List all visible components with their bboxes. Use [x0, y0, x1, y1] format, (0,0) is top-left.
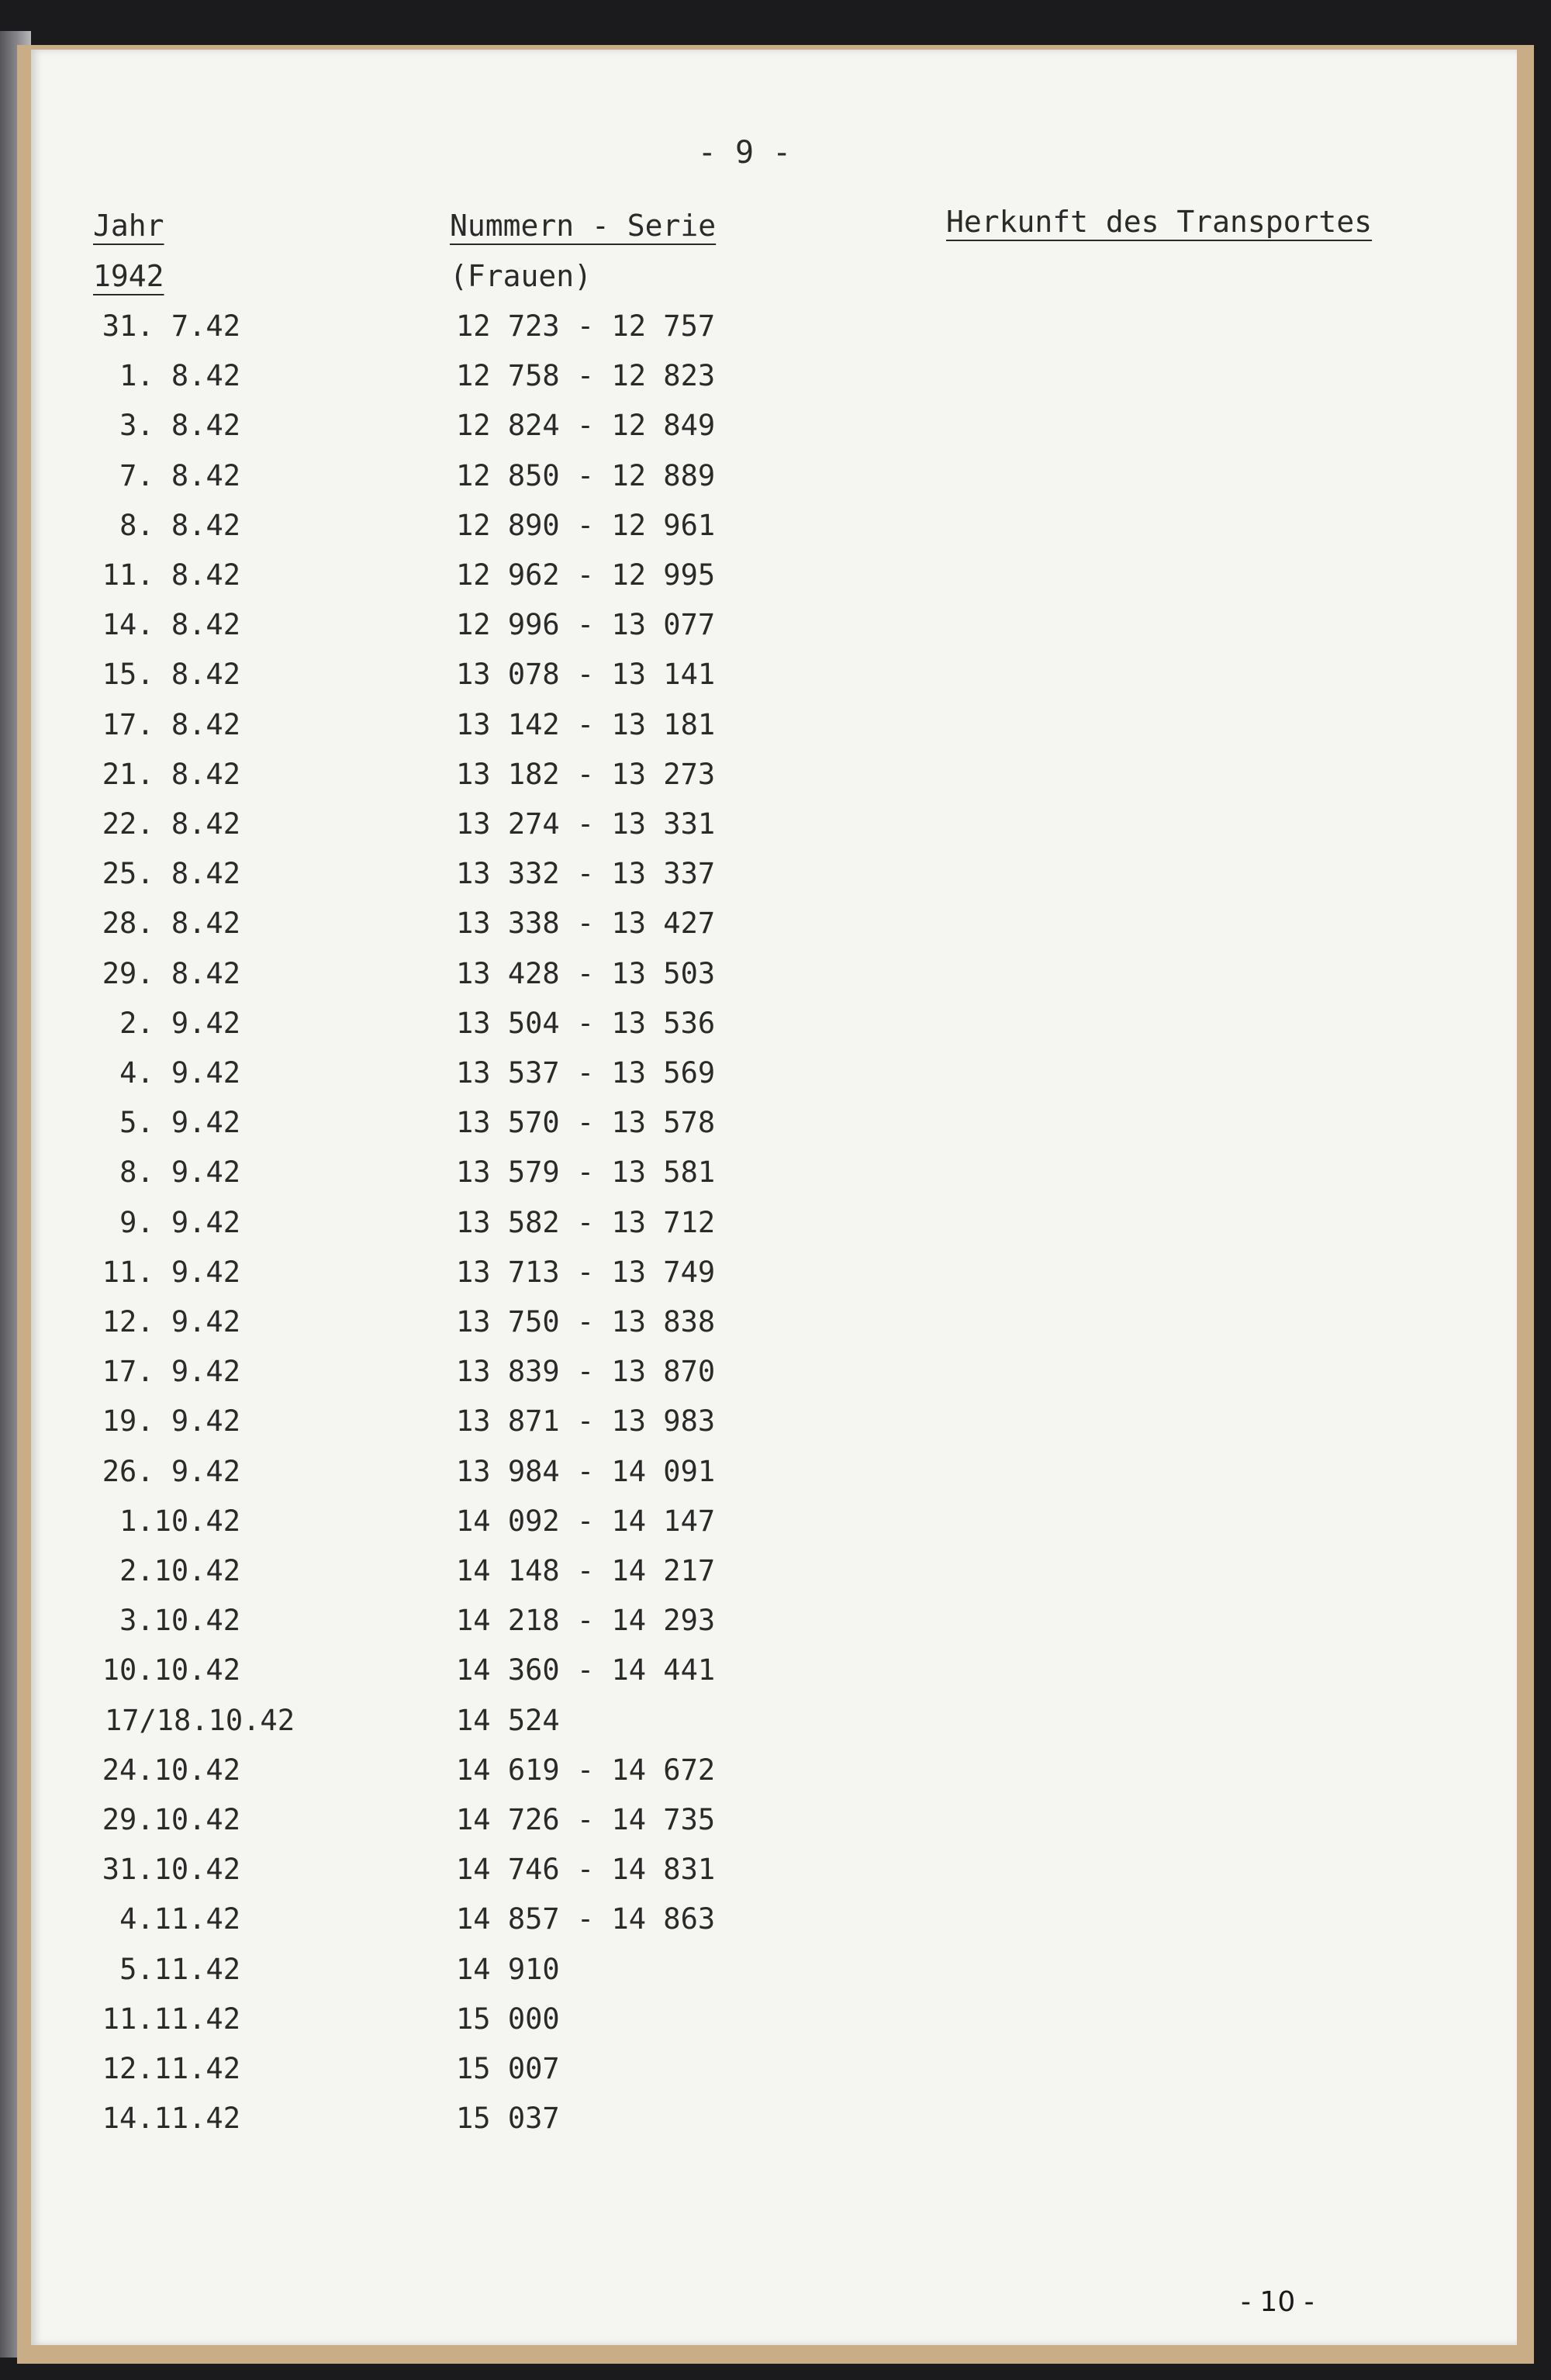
row-series: 12 723 - 12 757: [456, 309, 716, 343]
table-row: [31, 608, 807, 658]
table-row: [31, 1206, 807, 1256]
row-date: 11.11.42: [102, 2002, 240, 2036]
row-date: 24.10.42: [102, 1753, 240, 1787]
table-row: [31, 907, 807, 956]
origin-header: Herkunft des Transportes: [946, 205, 1373, 239]
table-row: [31, 2102, 807, 2151]
row-date: 31.10.42: [102, 1853, 240, 1887]
table-row: [31, 1007, 807, 1056]
row-date: 12. 9.42: [102, 1305, 240, 1339]
table-row: [31, 1953, 807, 2002]
row-date: 2. 9.42: [119, 1006, 240, 1040]
table-row: [31, 1404, 807, 1454]
row-date: 15. 8.42: [102, 658, 240, 692]
row-series: 13 750 - 13 838: [456, 1305, 716, 1339]
row-series: 12 824 - 12 849: [456, 409, 716, 443]
row-series: 13 142 - 13 181: [456, 707, 716, 741]
row-series: 13 570 - 13 578: [456, 1106, 716, 1140]
row-date: 25. 8.42: [102, 857, 240, 891]
row-series: 14 857 - 14 863: [456, 1902, 716, 1936]
row-date: 17. 9.42: [102, 1355, 240, 1389]
row-date: 5. 9.42: [119, 1106, 240, 1140]
table-row: [31, 2052, 807, 2102]
row-date: 31. 7.42: [102, 309, 240, 343]
page-number: - 9 -: [697, 135, 792, 171]
row-series: 13 713 - 13 749: [456, 1255, 716, 1289]
table-row: [31, 409, 807, 458]
row-series: 15 000: [456, 2002, 560, 2036]
row-series: 13 579 - 13 581: [456, 1155, 716, 1190]
table-row: [31, 857, 807, 907]
year-header: Jahr: [93, 209, 164, 243]
row-series: 14 360 - 14 441: [456, 1653, 716, 1687]
row-date: 9. 9.42: [119, 1205, 240, 1239]
table-row: [31, 957, 807, 1007]
document-page: [31, 50, 1517, 2345]
table-row: [31, 1753, 807, 1803]
row-date: 28. 8.42: [102, 907, 240, 941]
table-row: [31, 558, 807, 608]
row-series: 14 524: [456, 1703, 560, 1737]
table-row: [31, 1902, 807, 1952]
table-row: [31, 1106, 807, 1155]
row-date: 7. 8.42: [119, 458, 240, 492]
row-date: 4. 9.42: [119, 1056, 240, 1090]
row-series: 15 007: [456, 2052, 560, 2085]
table-row: [31, 1604, 807, 1653]
table-row: [31, 1653, 807, 1703]
row-series: 12 850 - 12 889: [456, 458, 716, 492]
row-series: 13 332 - 13 337: [456, 857, 716, 891]
row-series: 14 910: [456, 1952, 560, 1986]
row-series: 13 984 - 14 091: [456, 1454, 716, 1488]
series-header: Nummern - Serie: [450, 209, 717, 243]
row-date: 8. 9.42: [119, 1155, 240, 1190]
row-series: 12 996 - 13 077: [456, 608, 716, 642]
row-date: 21. 8.42: [102, 757, 240, 791]
row-series: 12 758 - 12 823: [456, 359, 716, 393]
row-date: 3. 8.42: [119, 409, 240, 443]
table-row: [31, 1803, 807, 1853]
row-series: 15 037: [456, 2102, 560, 2136]
table-row: [31, 658, 807, 707]
row-series: 14 218 - 14 293: [456, 1604, 716, 1638]
row-date: 1.10.42: [119, 1504, 240, 1538]
table-row: [31, 1256, 807, 1305]
row-series: 14 148 - 14 217: [456, 1554, 716, 1587]
row-date: 3.10.42: [119, 1604, 240, 1638]
row-date: 29. 8.42: [102, 956, 240, 990]
table-row: [31, 1355, 807, 1404]
table-row: [31, 1305, 807, 1355]
year-subheader: 1942: [93, 259, 164, 293]
table-row: [31, 509, 807, 558]
row-series: 13 338 - 13 427: [456, 907, 716, 941]
row-series: 13 428 - 13 503: [456, 956, 716, 990]
row-series: 12 890 - 12 961: [456, 508, 716, 542]
table-row: [31, 1853, 807, 1902]
table-row: [31, 359, 807, 409]
row-date: 10.10.42: [102, 1653, 240, 1687]
row-date: 19. 9.42: [102, 1404, 240, 1439]
row-series: 12 962 - 12 995: [456, 558, 716, 592]
row-date: 1. 8.42: [119, 359, 240, 393]
next-page-marker: - 10 -: [1241, 2286, 1314, 2318]
table-row: [31, 708, 807, 758]
series-subheader: (Frauen): [450, 259, 592, 293]
row-date: 11. 8.42: [102, 558, 240, 592]
table-row: [31, 1056, 807, 1106]
row-series: 13 504 - 13 536: [456, 1006, 716, 1040]
table-row: [31, 807, 807, 857]
row-date: 8. 8.42: [119, 508, 240, 542]
row-series: 14 726 - 14 735: [456, 1803, 716, 1836]
row-series: 14 746 - 14 831: [456, 1853, 716, 1887]
row-date: 22. 8.42: [102, 807, 240, 841]
row-date: 17. 8.42: [102, 707, 240, 741]
row-series: 14 619 - 14 672: [456, 1753, 716, 1787]
row-date: 2.10.42: [119, 1554, 240, 1587]
table-row: [31, 2002, 807, 2052]
table-row: [31, 459, 807, 509]
row-date: 29.10.42: [102, 1803, 240, 1836]
row-series: 13 537 - 13 569: [456, 1056, 716, 1090]
row-series: 13 871 - 13 983: [456, 1404, 716, 1439]
row-series: 13 182 - 13 273: [456, 757, 716, 791]
row-date: 14. 8.42: [102, 608, 240, 642]
table-row: [31, 1455, 807, 1504]
row-series: 13 274 - 13 331: [456, 807, 716, 841]
row-date: 17/18.10.42: [104, 1703, 295, 1737]
table-row: [31, 309, 807, 359]
row-series: 13 078 - 13 141: [456, 658, 716, 692]
row-date: 12.11.42: [102, 2052, 240, 2085]
row-series: 13 582 - 13 712: [456, 1205, 716, 1239]
row-date: 5.11.42: [119, 1952, 240, 1986]
row-date: 11. 9.42: [102, 1255, 240, 1289]
row-date: 26. 9.42: [102, 1454, 240, 1488]
table-row: [31, 1504, 807, 1554]
row-series: 13 839 - 13 870: [456, 1355, 716, 1389]
table-row: [31, 1554, 807, 1604]
table-row: [31, 1155, 807, 1205]
row-date: 4.11.42: [119, 1902, 240, 1936]
table-row: [31, 1704, 807, 1753]
row-date: 14.11.42: [102, 2102, 240, 2136]
table-row: [31, 758, 807, 807]
row-series: 14 092 - 14 147: [456, 1504, 716, 1538]
